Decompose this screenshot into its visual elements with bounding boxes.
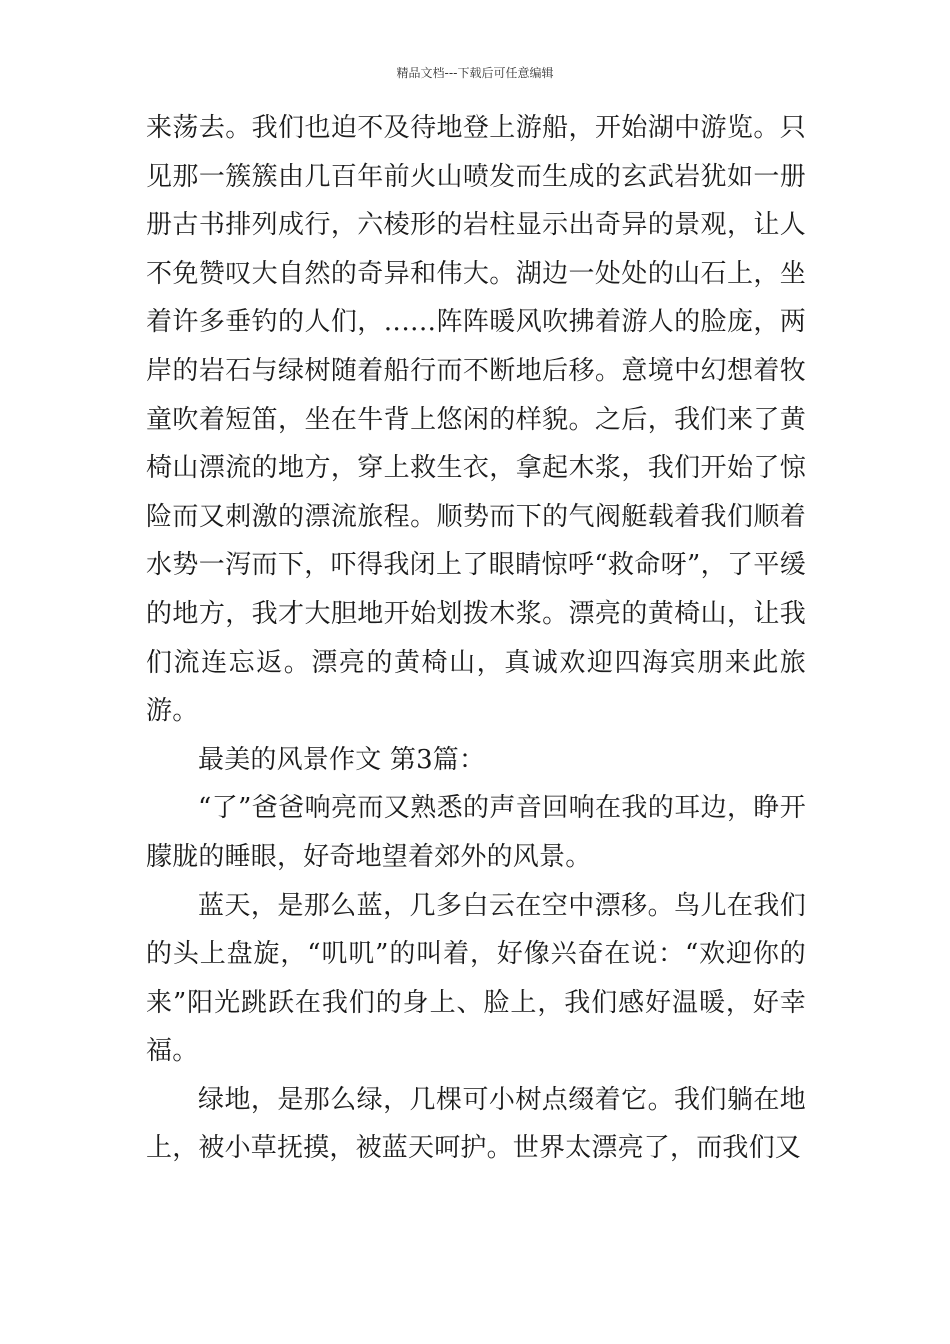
paragraph-4: 绿地，是那么绿，几棵可小树点缀着它。我们躺在地上，被小草抚摸，被蓝天呵护。世界太漂亮了，而我们又 [146,1084,806,1164]
paragraph-1: 来荡去。我们也迫不及待地登上游船，开始湖中游览。只见那一簇簇由几百年前火山喷发而生成的玄武岩犹如一册册古书排列成行，六棱形的岩柱显示出奇异的景观，让人不免赞叹大自然的奇异和伟大。湖边一处处的山石上，坐着许多垂钓的人们，‥‥‥阵阵暖风吹拂着游人的脸庞，两岸的岩石与绿树随着船行而不断地后移。意境中幻想着牧童吹着短笛，坐在牛背上悠闲的样貌。之后，我们来了黄椅山漂流的地方，穿上救生衣，拿起木浆，我们开始了惊险而又刺激的漂流旅程。顺势而下的气阀艇载着我们顺着水势一泻而下，吓得我闭上了眼睛惊呼“救命呀”，了平缓的地方，我才大胆地开始划拨木浆。漂亮的黄椅山，让我们流连忘返。漂亮的黄椅山，真诚欢迎四海宾朋来此旅游。 [146,113,806,727]
document-body [146,104,806,1173]
paragraph-3: 蓝天，是那么蓝，几多白云在空中漂移。鸟儿在我们的头上盘旋，“叽叽”的叫着，好像兴奋在说：“欢迎你的来”阳光跳跃在我们的身上、脸上，我们感好温暖，好幸福。 [146,890,806,1067]
section-title: 最美的风景作文 第3篇： [198,744,486,775]
page-header: 精品文档---下载后可任意编辑 [396,66,554,80]
paragraph-2: “了”爸爸响亮而又熟悉的声音回响在我的耳边，睁开朦胧的睡眼，好奇地望着郊外的风景。 [146,793,806,872]
